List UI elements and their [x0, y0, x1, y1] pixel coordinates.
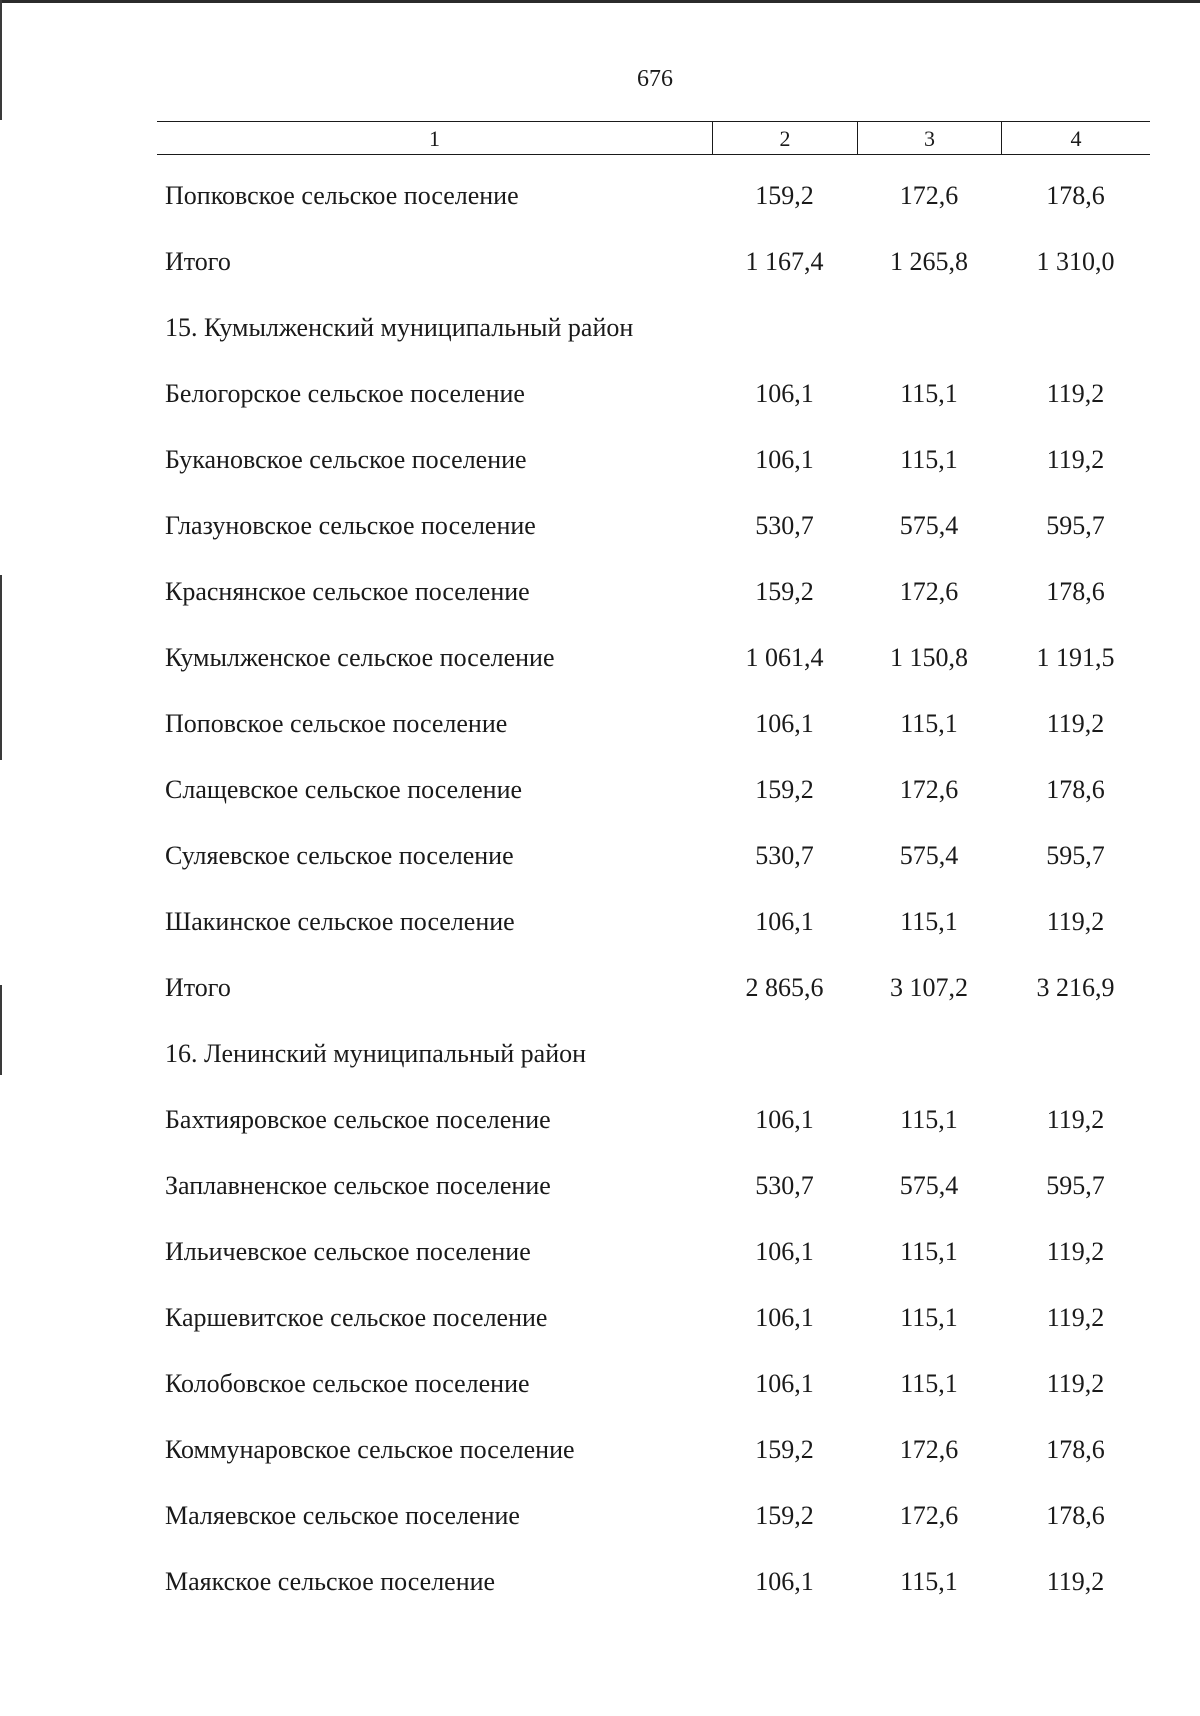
row-value-col4: 3 216,9 [1036, 973, 1115, 1002]
table-row [157, 229, 1150, 295]
row-value-col2: 106,1 [755, 379, 814, 408]
table-row [157, 625, 1150, 691]
row-value-col4: 119,2 [1046, 379, 1105, 408]
table-row [157, 427, 1150, 493]
row-value-col4: 119,2 [1046, 907, 1105, 936]
row-value-col4: 178,6 [1046, 181, 1105, 210]
row-value-col3: 3 107,2 [890, 973, 968, 1002]
row-value-col2: 106,1 [755, 907, 814, 936]
row-value-col2: 530,7 [755, 841, 814, 870]
column-header-2: 2 [712, 122, 857, 154]
row-value-col2: 159,2 [755, 577, 814, 606]
table-column-header [157, 121, 1150, 155]
table-body [157, 163, 1150, 1615]
row-value-col2: 106,1 [755, 1105, 814, 1134]
row-value-col3: 115,1 [900, 379, 958, 408]
row-value-col2: 106,1 [755, 445, 814, 474]
table-row [157, 1351, 1150, 1417]
row-name-cell: Глазуновское сельское поселение [165, 511, 536, 540]
row-value-col3: 1 150,8 [890, 643, 968, 672]
row-value-col2: 159,2 [755, 1501, 814, 1530]
table-row [157, 757, 1150, 823]
scan-left-edge-mark [0, 575, 2, 760]
table-row [157, 493, 1150, 559]
row-value-col3: 115,1 [900, 907, 958, 936]
row-value-col2: 106,1 [755, 1303, 814, 1332]
table-row [157, 1087, 1150, 1153]
row-value-col2: 159,2 [755, 775, 814, 804]
column-header-3: 3 [857, 122, 1001, 154]
scan-left-edge-mark [0, 0, 2, 120]
row-name-cell: Маляевское сельское поселение [165, 1501, 520, 1530]
table-row [157, 361, 1150, 427]
row-value-col2: 159,2 [755, 181, 814, 210]
row-name-cell: Бахтияровское сельское поселение [165, 1105, 551, 1134]
row-name-cell: Краснянское сельское поселение [165, 577, 530, 606]
row-value-col2: 1 061,4 [745, 643, 824, 672]
row-value-col4: 595,7 [1046, 511, 1105, 540]
row-value-col2: 530,7 [755, 1171, 814, 1200]
table-row [157, 163, 1150, 229]
row-value-col3: 575,4 [899, 511, 959, 540]
row-value-col4: 178,6 [1046, 1435, 1105, 1464]
table-row [157, 1285, 1150, 1351]
row-value-col3: 172,6 [899, 775, 959, 804]
row-name-cell: Белогорское сельское поселение [165, 379, 525, 408]
row-value-col3: 575,4 [899, 841, 959, 870]
row-value-col3: 575,4 [899, 1171, 959, 1200]
row-name-cell: Суляевское сельское поселение [165, 841, 514, 870]
table-row [157, 1549, 1150, 1615]
row-name-cell: Шакинское сельское поселение [165, 907, 515, 936]
row-value-col2: 106,1 [755, 1237, 814, 1266]
row-value-col3: 1 265,8 [890, 247, 968, 276]
row-value-col3: 115,1 [900, 1237, 958, 1266]
row-name-cell: Каршевитское сельское поселение [165, 1303, 548, 1332]
row-value-col3: 115,1 [900, 709, 958, 738]
table-row [157, 1417, 1150, 1483]
row-value-col4: 178,6 [1046, 577, 1105, 606]
column-header-1: 1 [429, 126, 440, 151]
row-value-col4: 119,2 [1046, 1303, 1105, 1332]
row-name-cell: Заплавненское сельское поселение [165, 1171, 551, 1200]
row-value-col3: 172,6 [899, 1501, 959, 1530]
row-value-col3: 172,6 [899, 1435, 959, 1464]
row-value-col4: 1 310,0 [1036, 247, 1115, 276]
scan-left-edge-mark [0, 985, 2, 1075]
row-value-col3: 172,6 [899, 181, 959, 210]
table-row [157, 1483, 1150, 1549]
row-value-col3: 172,6 [899, 577, 959, 606]
row-name-cell: Итого [165, 973, 231, 1002]
row-name-cell: Слащевское сельское поселение [165, 775, 523, 804]
row-name-cell: 15. Кумылженский муниципальный район [165, 313, 634, 342]
table-row [157, 823, 1150, 889]
row-value-col4: 595,7 [1046, 841, 1105, 870]
page-number: 676 [637, 66, 673, 92]
row-value-col2: 159,2 [755, 1435, 814, 1464]
table-row [157, 1021, 1150, 1087]
row-value-col4: 119,2 [1046, 1237, 1105, 1266]
table-row [157, 1153, 1150, 1219]
row-value-col4: 1 191,5 [1036, 643, 1115, 672]
row-value-col3: 115,1 [900, 1105, 958, 1134]
row-value-col2: 530,7 [755, 511, 814, 540]
row-value-col3: 115,1 [900, 1369, 958, 1398]
row-value-col2: 106,1 [755, 709, 814, 738]
scan-top-border [0, 0, 1200, 3]
row-name-cell: Итого [165, 247, 231, 276]
row-value-col3: 115,1 [900, 1567, 958, 1596]
row-name-cell: Маякское сельское поселение [165, 1567, 496, 1596]
row-name-cell: Коммунаровское сельское поселение [165, 1435, 575, 1464]
table-row [157, 955, 1150, 1021]
row-value-col4: 119,2 [1046, 1369, 1105, 1398]
table-row [157, 1219, 1150, 1285]
row-name-cell: Поповское сельское поселение [165, 709, 508, 738]
row-value-col2: 2 865,6 [745, 973, 824, 1002]
row-value-col4: 119,2 [1046, 709, 1105, 738]
row-value-col4: 595,7 [1046, 1171, 1105, 1200]
row-value-col2: 106,1 [755, 1567, 814, 1596]
row-name-cell: Ильичевское сельское поселение [165, 1237, 531, 1266]
table-row [157, 559, 1150, 625]
row-value-col4: 178,6 [1046, 1501, 1105, 1530]
row-name-cell: Букановское сельское поселение [165, 445, 527, 474]
row-name-cell: Колобовское сельское поселение [165, 1369, 530, 1398]
row-value-col4: 119,2 [1046, 1105, 1105, 1134]
row-value-col2: 106,1 [755, 1369, 814, 1398]
row-name-cell: Кумылженское сельское поселение [165, 643, 555, 672]
row-value-col4: 119,2 [1046, 1567, 1105, 1596]
row-value-col3: 115,1 [900, 1303, 958, 1332]
row-value-col3: 115,1 [900, 445, 958, 474]
table-row [157, 295, 1150, 361]
row-value-col4: 178,6 [1046, 775, 1105, 804]
row-name-cell: 16. Ленинский муниципальный район [165, 1039, 587, 1068]
row-value-col2: 1 167,4 [745, 247, 824, 276]
column-header-4: 4 [1001, 122, 1150, 154]
row-value-col4: 119,2 [1046, 445, 1105, 474]
table-row [157, 691, 1150, 757]
table-row [157, 889, 1150, 955]
row-name-cell: Попковское сельское поселение [165, 181, 519, 210]
